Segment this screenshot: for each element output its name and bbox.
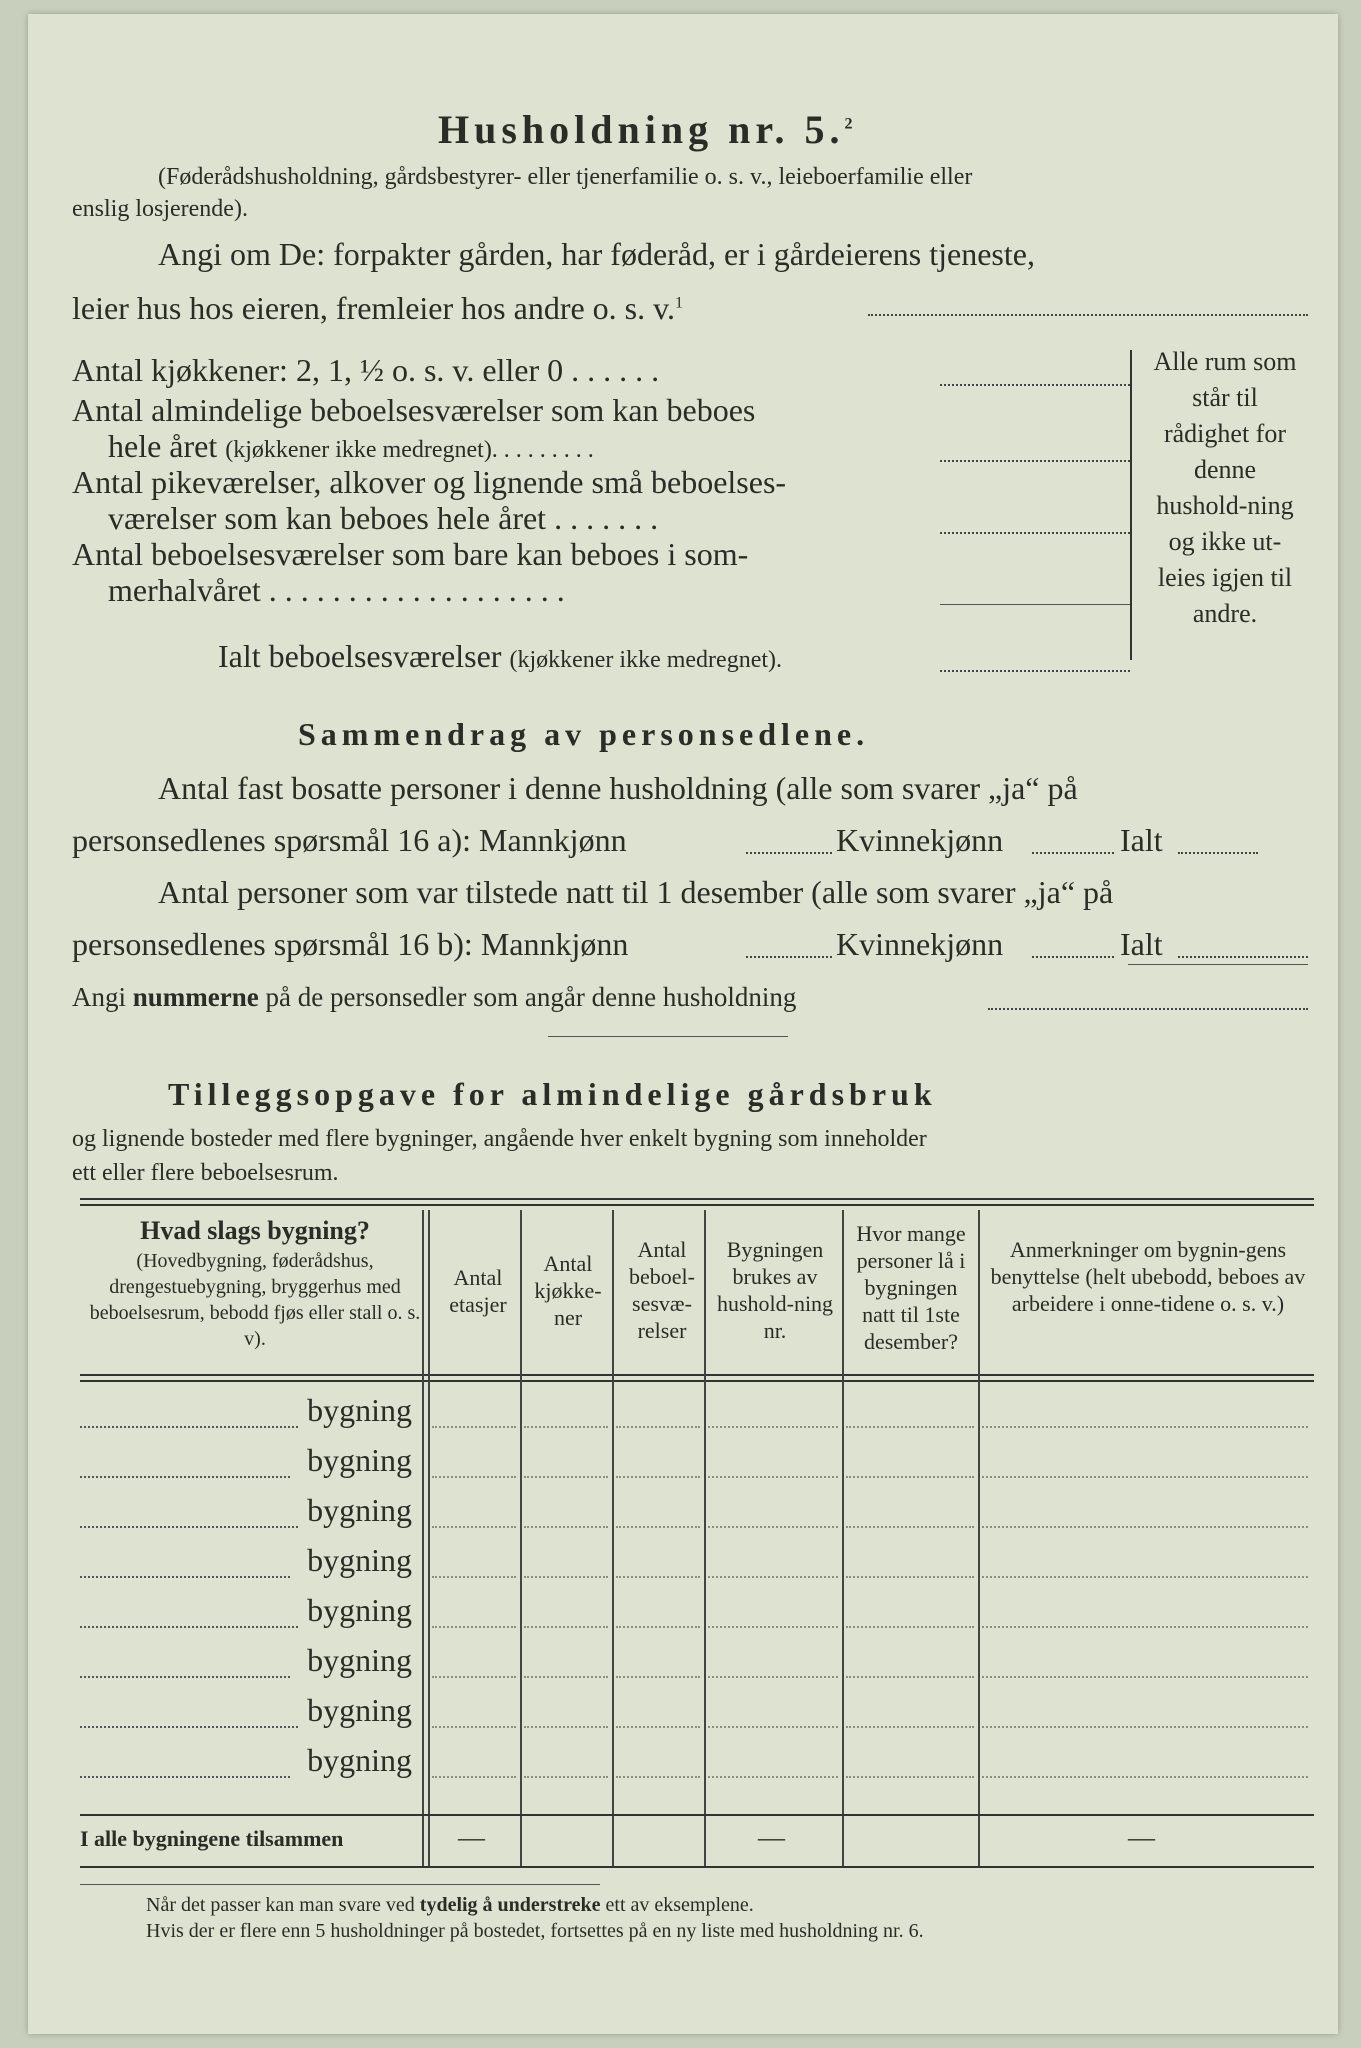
row-cell-answer[interactable] — [846, 1626, 974, 1628]
col-header-personer: Hvor mange personer lå i bygningen natt til 1ste desember? — [856, 1221, 966, 1354]
alm-label-2-note: (kjøkkener ikke medregnet). . . . . . . . . — [225, 437, 594, 463]
fast-line-1: Antal fast bosatte personer i denne husholdning (alle som svarer „ja“ på — [158, 770, 1078, 806]
row-cell-answer[interactable] — [982, 1476, 1308, 1478]
fast-line-2 — [72, 822, 627, 859]
row-cell-answer[interactable] — [846, 1676, 974, 1678]
row-cell-answer[interactable] — [524, 1776, 608, 1778]
row-bygning-label: bygning — [307, 1592, 412, 1628]
row-cell-answer[interactable] — [982, 1776, 1308, 1778]
tilstede-line-1: Antal personer som var tilstede natt til 1 desember (alle som svarer „ja“ på — [158, 874, 1114, 910]
sommer-label-2: merhalvåret . . . . . . . . . . . . . . . . . . . — [108, 572, 565, 608]
ialt-answer[interactable] — [940, 670, 1130, 672]
fast-kvinne-answer[interactable] — [1032, 852, 1114, 854]
row-bygning-label: bygning — [307, 1392, 412, 1428]
row-cell-answer[interactable] — [524, 1426, 608, 1428]
row-bygning-label: bygning — [307, 1642, 412, 1678]
pike-label-2: værelser som kan beboes hele året . . . . . . . — [108, 500, 659, 536]
tilstede-ialt-answer[interactable] — [1178, 956, 1308, 958]
angi-nummerne-bold: nummerne — [132, 982, 259, 1012]
kjokkener-answer[interactable] — [940, 384, 1130, 386]
footer-note-1-bold: tydelig å understreke — [419, 1894, 601, 1916]
row-cell-answer[interactable] — [432, 1676, 516, 1678]
kjokkener-label: Antal kjøkkener: 2, 1, ½ o. s. v. eller 0 . . . . . . — [72, 352, 660, 388]
fast-kvinne-label: Kvinnekjønn — [836, 822, 1004, 858]
col-divider-3 — [704, 1210, 706, 1866]
table-bottom-rule — [80, 1866, 1314, 1868]
row-cell-answer[interactable] — [616, 1626, 700, 1628]
footer-rule — [80, 1884, 600, 1885]
row-cell-answer[interactable] — [616, 1726, 700, 1728]
row-cell-answer[interactable] — [616, 1426, 700, 1428]
col-header-husholdning: Bygningen brukes av hushold-ning nr. — [716, 1237, 834, 1343]
row-cell-answer[interactable] — [982, 1426, 1308, 1428]
tilstede-ialt-underline — [1128, 964, 1308, 965]
angi-nummerne-line — [72, 982, 796, 1013]
row-cell-answer[interactable] — [708, 1526, 838, 1528]
tilstede-mann-answer[interactable] — [746, 956, 832, 958]
col-divider-5 — [978, 1210, 980, 1866]
form-title-text: Husholdning nr. 5. — [438, 107, 845, 152]
footer-note-1-post: ett av eksemplene. — [605, 1894, 754, 1916]
fast-ialt-answer[interactable] — [1178, 852, 1258, 854]
table-header-rule — [80, 1374, 1314, 1376]
col-divider-4 — [842, 1210, 844, 1866]
angi-footnote-marker: 1 — [675, 294, 684, 312]
section-divider — [548, 1036, 788, 1037]
total-dash-husholdning: — — [758, 1822, 785, 1852]
row-cell-answer[interactable] — [708, 1426, 838, 1428]
row-cell-answer[interactable] — [708, 1626, 838, 1628]
tilstede-line-2-text: personsedlenes spørsmål 16 b): — [72, 926, 473, 962]
row-bygning-label: bygning — [307, 1542, 412, 1578]
pike-answer[interactable] — [940, 532, 1130, 534]
tillegg-sub-2: ett eller flere beboelsesrum. — [72, 1160, 339, 1186]
angi-nummerne-pre: Angi — [72, 982, 126, 1012]
fast-ialt-label: Ialt — [1120, 822, 1163, 858]
total-label: I alle bygningene tilsammen — [80, 1826, 344, 1851]
tillegg-sub-1: og lignende bosteder med flere bygninger, angående hver enkelt bygning som inneholder — [72, 1126, 927, 1152]
col-divider-0a — [422, 1210, 424, 1866]
row-cell-answer[interactable] — [708, 1776, 838, 1778]
row-bygning-label: bygning — [307, 1742, 412, 1778]
row-cell-answer[interactable] — [982, 1726, 1308, 1728]
sommer-answer[interactable] — [940, 604, 1130, 605]
row-cell-answer[interactable] — [708, 1476, 838, 1478]
footer-note-2: Hvis der er flere enn 5 husholdninger på bostedet, fortsettes på en ny liste med husholdning nr. 6. — [146, 1920, 924, 1942]
col-divider-1 — [520, 1210, 522, 1866]
row-bygning-label: bygning — [307, 1442, 412, 1478]
alm-answer[interactable] — [940, 460, 1130, 462]
angi-line-2 — [72, 290, 683, 327]
side-note: Alle rum som står til rådighet for denne hushold-ning og ikke ut-leies igjen til andre. — [1153, 347, 1297, 628]
row-cell-answer[interactable] — [982, 1576, 1308, 1578]
row-cell-answer[interactable] — [616, 1476, 700, 1478]
row-cell-answer[interactable] — [432, 1476, 516, 1478]
total-dash-etasjer: — — [458, 1822, 485, 1852]
col-divider-2 — [612, 1210, 614, 1866]
row-cell-answer[interactable] — [982, 1676, 1308, 1678]
tilstede-ialt-label: Ialt — [1120, 926, 1163, 962]
row-cell-answer[interactable] — [524, 1576, 608, 1578]
row-cell-answer[interactable] — [708, 1576, 838, 1578]
row-cell-answer[interactable] — [616, 1576, 700, 1578]
col-header-etasjer: Antal etasjer — [449, 1265, 507, 1317]
row-cell-answer[interactable] — [846, 1776, 974, 1778]
angi-nummerne-answer[interactable] — [988, 1008, 1308, 1010]
row-cell-answer[interactable] — [432, 1626, 516, 1628]
fast-mann-label: Mannkjønn — [479, 822, 627, 858]
alm-label-2 — [108, 428, 594, 465]
row-bygning-label: bygning — [307, 1492, 412, 1528]
angi-line-1: Angi om De: forpakter gården, har føderåd, er i gårdeierens tjeneste, — [158, 236, 1035, 272]
row-cell-answer[interactable] — [432, 1726, 516, 1728]
tilstede-kvinne-answer[interactable] — [1032, 956, 1114, 958]
tilstede-line-2 — [72, 926, 628, 963]
col-header-beboelses: Antal beboel-sesvæ-relser — [629, 1237, 695, 1343]
row-cell-answer[interactable] — [524, 1726, 608, 1728]
row-cell-answer[interactable] — [524, 1526, 608, 1528]
angi-nummerne-post: på de personsedler som angår denne husholdning — [265, 982, 797, 1012]
tillegg-heading: Tilleggsopgave for almindelige gårdsbruk — [168, 1076, 937, 1112]
row-cell-answer[interactable] — [616, 1676, 700, 1678]
ialt-label-note: (kjøkkener ikke medregnet). — [509, 647, 783, 673]
footer-note-1 — [146, 1894, 754, 1917]
row-cell-answer[interactable] — [432, 1426, 516, 1428]
row-cell-answer[interactable] — [616, 1526, 700, 1528]
row-cell-answer[interactable] — [432, 1576, 516, 1578]
row-cell-answer[interactable] — [708, 1676, 838, 1678]
row-cell-answer[interactable] — [432, 1776, 516, 1778]
total-dash-anmerkninger: — — [1128, 1822, 1155, 1852]
table-total-rule — [80, 1814, 1314, 1816]
row-cell-answer[interactable] — [524, 1676, 608, 1678]
fast-mann-answer[interactable] — [746, 852, 832, 854]
col-header-kjokkener: Antal kjøkke-ner — [534, 1251, 602, 1330]
col-header-anmerkninger: Anmerkninger om bygnin-gens benyttelse (helt ubebodd, beboes av arbeidere i onne-tidene o. s. v.) — [990, 1237, 1306, 1316]
tilstede-mann-label: Mannkjønn — [480, 926, 629, 962]
row-cell-answer[interactable] — [846, 1476, 974, 1478]
row-bygning-label: bygning — [307, 1692, 412, 1728]
table-top-rule-2 — [80, 1204, 1314, 1206]
table-header-rule-2 — [80, 1380, 1314, 1382]
row-cell-answer[interactable] — [846, 1526, 974, 1528]
row-cell-answer[interactable] — [982, 1626, 1308, 1628]
row-cell-answer[interactable] — [846, 1576, 974, 1578]
tilstede-kvinne-label: Kvinnekjønn — [836, 926, 1004, 962]
alm-label-2-text: hele året — [108, 428, 218, 464]
row-cell-answer[interactable] — [616, 1776, 700, 1778]
row-cell-answer[interactable] — [846, 1726, 974, 1728]
row-cell-answer[interactable] — [708, 1726, 838, 1728]
footer-note-1-pre: Når det passer kan man svare ved — [146, 1894, 415, 1916]
row-cell-answer[interactable] — [432, 1526, 516, 1528]
angi-answer-line[interactable] — [868, 314, 1308, 316]
ialt-label — [218, 638, 782, 675]
sammendrag-heading: Sammendrag av personsedlene. — [298, 716, 870, 752]
col-divider-0b — [428, 1210, 430, 1866]
title-footnote-marker: 2 — [844, 115, 858, 133]
side-brace — [1130, 350, 1132, 660]
intro-line-2: enslig losjerende). — [72, 196, 248, 222]
ialt-label-text: Ialt beboelsesværelser — [218, 638, 502, 674]
angi-line-2-text: leier hus hos eieren, fremleier hos andre o. s. v. — [72, 290, 676, 326]
col-header-bygning-title: Hvad slags bygning? — [140, 1216, 370, 1245]
col-header-bygning-desc: (Hovedbygning, føderådshus, drengestuebygning, bryggerhus med beboelsesrum, bebodd fjøs eller stall o. s. v). — [89, 1250, 421, 1350]
census-form-page — [28, 14, 1338, 2034]
fast-line-2-text: personsedlenes spørsmål 16 a): — [72, 822, 472, 858]
alm-label-1: Antal almindelige beboelsesværelser som kan beboes — [72, 392, 756, 428]
row-cell-answer[interactable] — [982, 1526, 1308, 1528]
row-cell-answer[interactable] — [846, 1426, 974, 1428]
pike-label-1: Antal pikeværelser, alkover og lignende små beboelses- — [72, 464, 787, 500]
intro-line-1: (Føderådshusholdning, gårdsbestyrer- eller tjenerfamilie o. s. v., leieboerfamilie eller — [158, 164, 973, 190]
form-title — [438, 106, 857, 153]
col-header-bygning — [80, 1214, 430, 1352]
table-top-rule — [80, 1198, 1314, 1200]
row-cell-answer[interactable] — [524, 1476, 608, 1478]
row-cell-answer[interactable] — [524, 1626, 608, 1628]
sommer-label-1: Antal beboelsesværelser som bare kan beboes i som- — [72, 536, 749, 572]
